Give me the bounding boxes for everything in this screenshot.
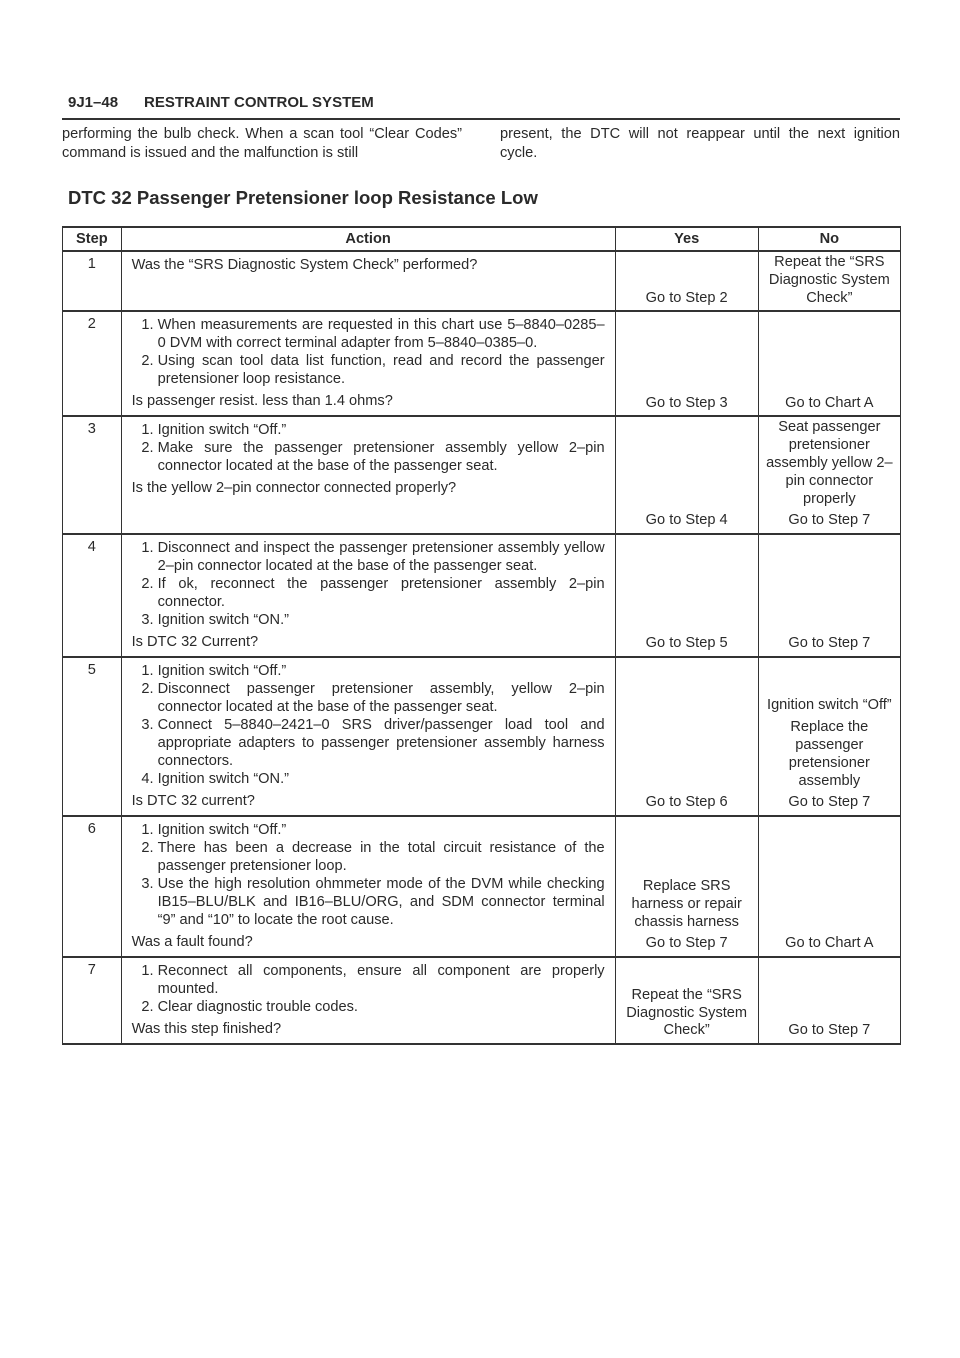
action-item: 2. Clear diagnostic trouble codes. (158, 998, 605, 1016)
step-number: 1 (63, 251, 122, 311)
action-item: 2. If ok, reconnect the passenger pretensioner assembly 2–pin connector. (158, 575, 605, 611)
step-number: 5 (63, 657, 122, 816)
yes-result-cell (615, 416, 758, 534)
table-header-row (63, 227, 901, 251)
action-item: 2. Disconnect passenger pretensioner assembly, yellow 2–pin connector located at the base of the passenger seat. (158, 680, 605, 716)
step-number: 2 (63, 311, 122, 416)
intro-right-text: present, the DTC will not reappear until the next ignition cycle. (500, 126, 900, 161)
action-list (132, 316, 605, 388)
action-question: Is the yellow 2–pin connector connected properly? (131, 480, 457, 497)
diagnostic-table (62, 226, 901, 1045)
action-item: 4. Ignition switch “ON.” (158, 770, 605, 788)
no-result-text: Go to Step 7 (788, 635, 871, 652)
no-result-text: Replace the passenger pretensioner assembly (788, 719, 870, 789)
action-list (132, 539, 605, 629)
step-number: 3 (63, 416, 122, 534)
dtc-heading: DTC 32 Passenger Pretensioner loop Resistance Low (68, 187, 538, 208)
no-result-cell (758, 534, 900, 657)
no-result-text: Go to Step 7 (788, 1022, 871, 1039)
action-item: 1. Disconnect and inspect the passenger pretensioner assembly yellow 2–pin connector located at the base of the passenger seat. (158, 539, 605, 575)
action-cell (121, 251, 615, 311)
table-row (63, 534, 901, 657)
action-question: Was this step finished? (131, 1021, 282, 1038)
yes-result-cell (615, 657, 758, 816)
action-question: Is DTC 32 current? (131, 793, 255, 810)
column-header-no: No (758, 227, 900, 251)
no-result-text: Go to Chart A (785, 394, 874, 411)
no-result-cell (758, 657, 900, 816)
no-result-text: Go to Step 7 (788, 512, 871, 529)
section-title: RESTRAINT CONTROL SYSTEM (144, 94, 374, 111)
yes-result-text: Go to Step 7 (645, 935, 728, 952)
action-item: 2. Using scan tool data list function, read and record the passenger pretensioner loop resistance. (158, 352, 605, 388)
yes-result-cell (615, 251, 758, 311)
table-row (63, 816, 901, 957)
action-question: Is DTC 32 Current? (131, 634, 259, 651)
page-number: 9J1–48 (68, 94, 119, 111)
action-cell (121, 657, 615, 816)
table-row (63, 657, 901, 816)
table-row (63, 416, 901, 534)
no-result-cell (758, 816, 900, 957)
no-result-text: Seat passenger pretensioner assembly yellow 2–pin connector properly (766, 419, 893, 507)
intro-left-column (62, 125, 462, 163)
table-row (63, 311, 901, 416)
yes-result-text: Go to Step 2 (645, 289, 728, 306)
column-header-action: Action (121, 227, 615, 251)
no-result-text: Ignition switch “Off” (767, 697, 892, 714)
action-item: 1. Ignition switch “Off.” (158, 821, 605, 839)
yes-result-cell (615, 816, 758, 957)
no-result-text: Repeat the “SRS Diagnostic System Check” (768, 254, 890, 306)
yes-result-cell (615, 534, 758, 657)
step-number: 6 (63, 816, 122, 957)
action-question: Was a fault found? (131, 934, 253, 951)
action-item: 1. When measurements are requested in this chart use 5–8840–0285–0 DVM with correct terminal adapter from 5–8840–0385–0. (158, 316, 605, 352)
action-item: 2. There has been a decrease in the total circuit resistance of the passenger pretensioner loop. (158, 839, 605, 875)
yes-result-text: Go to Step 5 (645, 635, 728, 652)
action-item: 1. Ignition switch “Off.” (158, 662, 605, 680)
action-list (132, 662, 605, 788)
no-result-cell (758, 311, 900, 416)
column-header-step: Step (63, 227, 122, 251)
yes-result-text: Go to Step 3 (645, 394, 728, 411)
yes-result-cell (615, 957, 758, 1044)
action-list (132, 421, 605, 475)
action-list (132, 962, 605, 1016)
action-item: 3. Ignition switch “ON.” (158, 611, 605, 629)
column-header-yes: Yes (615, 227, 758, 251)
yes-result-text: Go to Step 6 (645, 794, 728, 811)
intro-left-text: performing the bulb check. When a scan tool “Clear Codes” command is issued and the malfunction is still (62, 126, 462, 161)
action-cell (121, 311, 615, 416)
table-body (63, 251, 901, 1044)
step-number: 4 (63, 534, 122, 657)
action-cell (121, 534, 615, 657)
action-list (132, 821, 605, 929)
yes-result-text: Go to Step 4 (645, 512, 728, 529)
action-cell (121, 957, 615, 1044)
action-cell (121, 816, 615, 957)
table-row (63, 957, 901, 1044)
action-question: Is passenger resist. less than 1.4 ohms? (131, 393, 393, 410)
no-result-cell (758, 416, 900, 534)
action-item: 1. Ignition switch “Off.” (158, 421, 605, 439)
action-question: Was the “SRS Diagnostic System Check” performed? (131, 257, 478, 273)
yes-result-cell (615, 311, 758, 416)
action-item: 2. Make sure the passenger pretensioner assembly yellow 2–pin connector located at the base of the passenger seat. (158, 439, 605, 475)
yes-result-text: Replace SRS harness or repair chassis harness (631, 877, 742, 930)
no-result-text: Go to Step 7 (788, 794, 871, 811)
action-item: 3. Connect 5–8840–2421–0 SRS driver/passenger load tool and appropriate adapters to passenger pretensioner assembly harness connectors. (158, 716, 605, 770)
yes-result-text: Repeat the “SRS Diagnostic System Check” (626, 986, 748, 1039)
table-row (63, 251, 901, 311)
no-result-cell (758, 957, 900, 1044)
intro-right-column (500, 125, 900, 163)
action-item: 3. Use the high resolution ohmmeter mode of the DVM while checking IB15–BLU/BLK and IB16–BLU/ORG, and SDM connector terminal “9” and “10” to locate the root cause. (158, 875, 605, 929)
no-result-cell (758, 251, 900, 311)
no-result-text: Go to Chart A (785, 935, 874, 952)
step-number: 7 (63, 957, 122, 1044)
action-item: 1. Reconnect all components, ensure all component are properly mounted. (158, 962, 605, 998)
page-header (62, 92, 900, 120)
action-cell (121, 416, 615, 534)
